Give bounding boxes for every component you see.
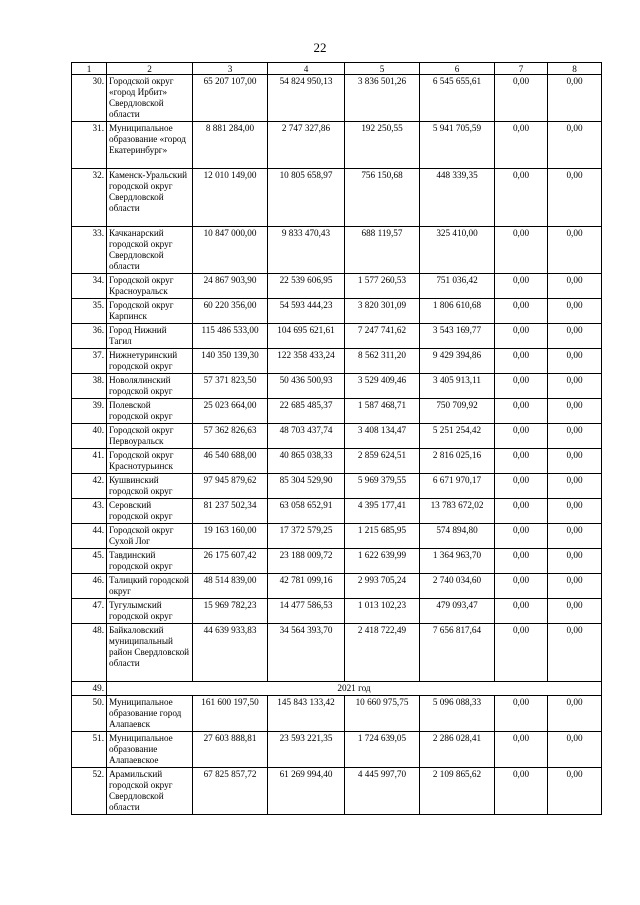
table-row (72, 299, 602, 324)
municipality-name: Байкаловский муниципальный район Свердловской области (107, 624, 193, 682)
table-row (72, 399, 602, 424)
amount-cell: 61 269 994,40 (268, 768, 345, 815)
amount-cell: 115 486 533,00 (193, 324, 268, 349)
row-number: 37. (72, 349, 107, 374)
row-number: 43. (72, 499, 107, 524)
amount-cell: 40 865 038,33 (268, 449, 345, 474)
table-row (72, 624, 602, 682)
table-row (72, 227, 602, 274)
table-row (72, 599, 602, 624)
amount-cell: 574 894,80 (420, 524, 495, 549)
municipality-name: Тугулымский городской округ (107, 599, 193, 624)
amount-cell: 0,00 (495, 299, 548, 324)
amount-cell: 15 969 782,23 (193, 599, 268, 624)
amount-cell: 479 093,47 (420, 599, 495, 624)
table-row (72, 122, 602, 169)
amount-cell: 0,00 (495, 449, 548, 474)
table-row (72, 524, 602, 549)
amount-cell: 0,00 (495, 599, 548, 624)
amount-cell: 0,00 (548, 474, 602, 499)
amount-cell: 1 364 963,70 (420, 549, 495, 574)
amount-cell: 0,00 (495, 768, 548, 815)
row-number: 47. (72, 599, 107, 624)
table-row (72, 274, 602, 299)
amount-cell: 3 543 169,77 (420, 324, 495, 349)
amount-cell: 0,00 (495, 624, 548, 682)
header-cell: 4 (268, 63, 345, 75)
amount-cell: 0,00 (548, 227, 602, 274)
amount-cell: 0,00 (548, 122, 602, 169)
amount-cell: 26 175 607,42 (193, 549, 268, 574)
municipality-name: Муниципальное образование Алапаевское (107, 732, 193, 768)
amount-cell: 0,00 (548, 599, 602, 624)
row-number: 31. (72, 122, 107, 169)
row-number: 51. (72, 732, 107, 768)
table-row (72, 696, 602, 732)
table-row (72, 424, 602, 449)
amount-cell: 0,00 (495, 374, 548, 399)
budget-table (71, 62, 602, 815)
amount-cell: 0,00 (495, 524, 548, 549)
amount-cell: 3 405 913,11 (420, 374, 495, 399)
amount-cell: 751 036,42 (420, 274, 495, 299)
municipality-name: Каменск-Уральский городской округ Свердловской области (107, 169, 193, 227)
amount-cell: 5 251 254,42 (420, 424, 495, 449)
amount-cell: 0,00 (495, 75, 548, 122)
amount-cell: 65 207 107,00 (193, 75, 268, 122)
municipality-name: Полевской городской округ (107, 399, 193, 424)
amount-cell: 34 564 393,70 (268, 624, 345, 682)
amount-cell: 0,00 (495, 574, 548, 599)
amount-cell: 9 429 394,86 (420, 349, 495, 374)
municipality-name: Новолялинский городской округ (107, 374, 193, 399)
amount-cell: 0,00 (548, 624, 602, 682)
amount-cell: 3 529 409,46 (345, 374, 420, 399)
amount-cell: 8 881 284,00 (193, 122, 268, 169)
amount-cell: 54 824 950,13 (268, 75, 345, 122)
amount-cell: 104 695 621,61 (268, 324, 345, 349)
amount-cell: 0,00 (548, 574, 602, 599)
amount-cell: 325 410,00 (420, 227, 495, 274)
amount-cell: 17 372 579,25 (268, 524, 345, 549)
amount-cell: 0,00 (548, 274, 602, 299)
amount-cell: 50 436 500,93 (268, 374, 345, 399)
amount-cell: 0,00 (495, 274, 548, 299)
amount-cell: 85 304 529,90 (268, 474, 345, 499)
row-number: 39. (72, 399, 107, 424)
amount-cell: 5 969 379,55 (345, 474, 420, 499)
municipality-name: Городской округ «город Ирбит» Свердловской области (107, 75, 193, 122)
municipality-name: Нижнетуринский городской округ (107, 349, 193, 374)
table-row (72, 449, 602, 474)
amount-cell: 448 339,35 (420, 169, 495, 227)
municipality-name: Городской округ Красноуральск (107, 274, 193, 299)
amount-cell: 140 350 139,30 (193, 349, 268, 374)
amount-cell: 0,00 (495, 549, 548, 574)
table-row (72, 732, 602, 768)
amount-cell: 3 820 301,09 (345, 299, 420, 324)
table-row (72, 324, 602, 349)
table-row (72, 574, 602, 599)
amount-cell: 0,00 (495, 399, 548, 424)
amount-cell: 23 593 221,35 (268, 732, 345, 768)
header-cell: 1 (72, 63, 107, 75)
year-label: 2021 год (107, 682, 602, 696)
row-number: 32. (72, 169, 107, 227)
row-number: 44. (72, 524, 107, 549)
amount-cell: 6 545 655,61 (420, 75, 495, 122)
amount-cell: 0,00 (548, 696, 602, 732)
amount-cell: 0,00 (548, 549, 602, 574)
table-row (72, 75, 602, 122)
row-number: 33. (72, 227, 107, 274)
table-row (72, 169, 602, 227)
amount-cell: 0,00 (548, 299, 602, 324)
amount-cell: 6 671 970,17 (420, 474, 495, 499)
row-number: 38. (72, 374, 107, 399)
amount-cell: 67 825 857,72 (193, 768, 268, 815)
amount-cell: 1 806 610,68 (420, 299, 495, 324)
amount-cell: 0,00 (548, 424, 602, 449)
amount-cell: 54 593 444,23 (268, 299, 345, 324)
row-number: 30. (72, 75, 107, 122)
row-number: 42. (72, 474, 107, 499)
municipality-name: Муниципальное образование город Алапаевск (107, 696, 193, 732)
row-number: 41. (72, 449, 107, 474)
municipality-name: Город Нижний Тагил (107, 324, 193, 349)
amount-cell: 10 660 975,75 (345, 696, 420, 732)
municipality-name: Городской округ Карпинск (107, 299, 193, 324)
year-row (72, 682, 602, 696)
row-number: 46. (72, 574, 107, 599)
amount-cell: 1 215 685,95 (345, 524, 420, 549)
header-row (72, 63, 602, 75)
amount-cell: 1 013 102,23 (345, 599, 420, 624)
amount-cell: 2 418 722,49 (345, 624, 420, 682)
header-cell: 2 (107, 63, 193, 75)
page-number: 22 (313, 40, 327, 55)
amount-cell: 44 639 933,83 (193, 624, 268, 682)
municipality-name: Муниципальное образование «город Екатеринбург» (107, 122, 193, 169)
municipality-name: Городской округ Первоуральск (107, 424, 193, 449)
amount-cell: 0,00 (495, 169, 548, 227)
amount-cell: 0,00 (548, 399, 602, 424)
row-number: 34. (72, 274, 107, 299)
municipality-name: Тавдинский городской округ (107, 549, 193, 574)
amount-cell: 23 188 009,72 (268, 549, 345, 574)
amount-cell: 3 408 134,47 (345, 424, 420, 449)
amount-cell: 0,00 (548, 499, 602, 524)
amount-cell: 0,00 (495, 424, 548, 449)
amount-cell: 688 119,57 (345, 227, 420, 274)
amount-cell: 8 562 311,20 (345, 349, 420, 374)
row-number: 52. (72, 768, 107, 815)
municipality-name: Арамильский городской округ Свердловской области (107, 768, 193, 815)
municipality-name: Городской округ Краснотурьинск (107, 449, 193, 474)
amount-cell: 1 724 639,05 (345, 732, 420, 768)
table-row (72, 768, 602, 815)
amount-cell: 2 740 034,60 (420, 574, 495, 599)
amount-cell: 46 540 688,00 (193, 449, 268, 474)
amount-cell: 13 783 672,02 (420, 499, 495, 524)
amount-cell: 0,00 (548, 768, 602, 815)
header-cell: 6 (420, 63, 495, 75)
amount-cell: 10 847 000,00 (193, 227, 268, 274)
amount-cell: 14 477 586,53 (268, 599, 345, 624)
amount-cell: 24 867 903,90 (193, 274, 268, 299)
table-body (72, 63, 602, 815)
amount-cell: 0,00 (548, 449, 602, 474)
amount-cell: 2 747 327,86 (268, 122, 345, 169)
amount-cell: 57 371 823,50 (193, 374, 268, 399)
row-number: 48. (72, 624, 107, 682)
row-number: 45. (72, 549, 107, 574)
amount-cell: 756 150,68 (345, 169, 420, 227)
amount-cell: 7 656 817,64 (420, 624, 495, 682)
municipality-name: Городской округ Сухой Лог (107, 524, 193, 549)
amount-cell: 0,00 (548, 169, 602, 227)
amount-cell: 1 587 468,71 (345, 399, 420, 424)
amount-cell: 9 833 470,43 (268, 227, 345, 274)
header-cell: 5 (345, 63, 420, 75)
amount-cell: 0,00 (548, 524, 602, 549)
amount-cell: 22 685 485,37 (268, 399, 345, 424)
amount-cell: 0,00 (495, 122, 548, 169)
amount-cell: 19 163 160,00 (193, 524, 268, 549)
municipality-name: Качканарский городской округ Свердловской области (107, 227, 193, 274)
table-row (72, 549, 602, 574)
amount-cell: 57 362 826,63 (193, 424, 268, 449)
amount-cell: 4 445 997,70 (345, 768, 420, 815)
amount-cell: 192 250,55 (345, 122, 420, 169)
amount-cell: 145 843 133,42 (268, 696, 345, 732)
amount-cell: 3 836 501,26 (345, 75, 420, 122)
table-row (72, 474, 602, 499)
amount-cell: 97 945 879,62 (193, 474, 268, 499)
amount-cell: 63 058 652,91 (268, 499, 345, 524)
amount-cell: 22 539 606,95 (268, 274, 345, 299)
row-number: 36. (72, 324, 107, 349)
amount-cell: 2 816 025,16 (420, 449, 495, 474)
amount-cell: 5 941 705,59 (420, 122, 495, 169)
municipality-name: Талицкий городской округ (107, 574, 193, 599)
amount-cell: 4 395 177,41 (345, 499, 420, 524)
header-cell: 7 (495, 63, 548, 75)
amount-cell: 0,00 (548, 732, 602, 768)
amount-cell: 1 622 639,99 (345, 549, 420, 574)
amount-cell: 0,00 (548, 349, 602, 374)
amount-cell: 60 220 356,00 (193, 299, 268, 324)
table-row (72, 349, 602, 374)
amount-cell: 48 514 839,00 (193, 574, 268, 599)
amount-cell: 10 805 658,97 (268, 169, 345, 227)
amount-cell: 7 247 741,62 (345, 324, 420, 349)
amount-cell: 2 286 028,41 (420, 732, 495, 768)
amount-cell: 2 993 705,24 (345, 574, 420, 599)
amount-cell: 0,00 (495, 499, 548, 524)
header-cell: 8 (548, 63, 602, 75)
amount-cell: 0,00 (548, 75, 602, 122)
amount-cell: 0,00 (495, 349, 548, 374)
municipality-name: Серовский городской округ (107, 499, 193, 524)
amount-cell: 0,00 (495, 696, 548, 732)
row-number: 35. (72, 299, 107, 324)
amount-cell: 12 010 149,00 (193, 169, 268, 227)
amount-cell: 81 237 502,34 (193, 499, 268, 524)
row-number: 49. (72, 682, 107, 696)
amount-cell: 0,00 (548, 324, 602, 349)
amount-cell: 0,00 (548, 374, 602, 399)
amount-cell: 1 577 260,53 (345, 274, 420, 299)
amount-cell: 48 703 437,74 (268, 424, 345, 449)
amount-cell: 5 096 088,33 (420, 696, 495, 732)
amount-cell: 27 603 888,81 (193, 732, 268, 768)
amount-cell: 122 358 433,24 (268, 349, 345, 374)
row-number: 40. (72, 424, 107, 449)
row-number: 50. (72, 696, 107, 732)
municipality-name: Кушвинский городской округ (107, 474, 193, 499)
amount-cell: 2 109 865,62 (420, 768, 495, 815)
amount-cell: 750 709,92 (420, 399, 495, 424)
amount-cell: 25 023 664,00 (193, 399, 268, 424)
amount-cell: 42 781 099,16 (268, 574, 345, 599)
amount-cell: 0,00 (495, 227, 548, 274)
table-row (72, 374, 602, 399)
amount-cell: 0,00 (495, 732, 548, 768)
amount-cell: 0,00 (495, 324, 548, 349)
table-row (72, 499, 602, 524)
amount-cell: 2 859 624,51 (345, 449, 420, 474)
amount-cell: 0,00 (495, 474, 548, 499)
header-cell: 3 (193, 63, 268, 75)
amount-cell: 161 600 197,50 (193, 696, 268, 732)
